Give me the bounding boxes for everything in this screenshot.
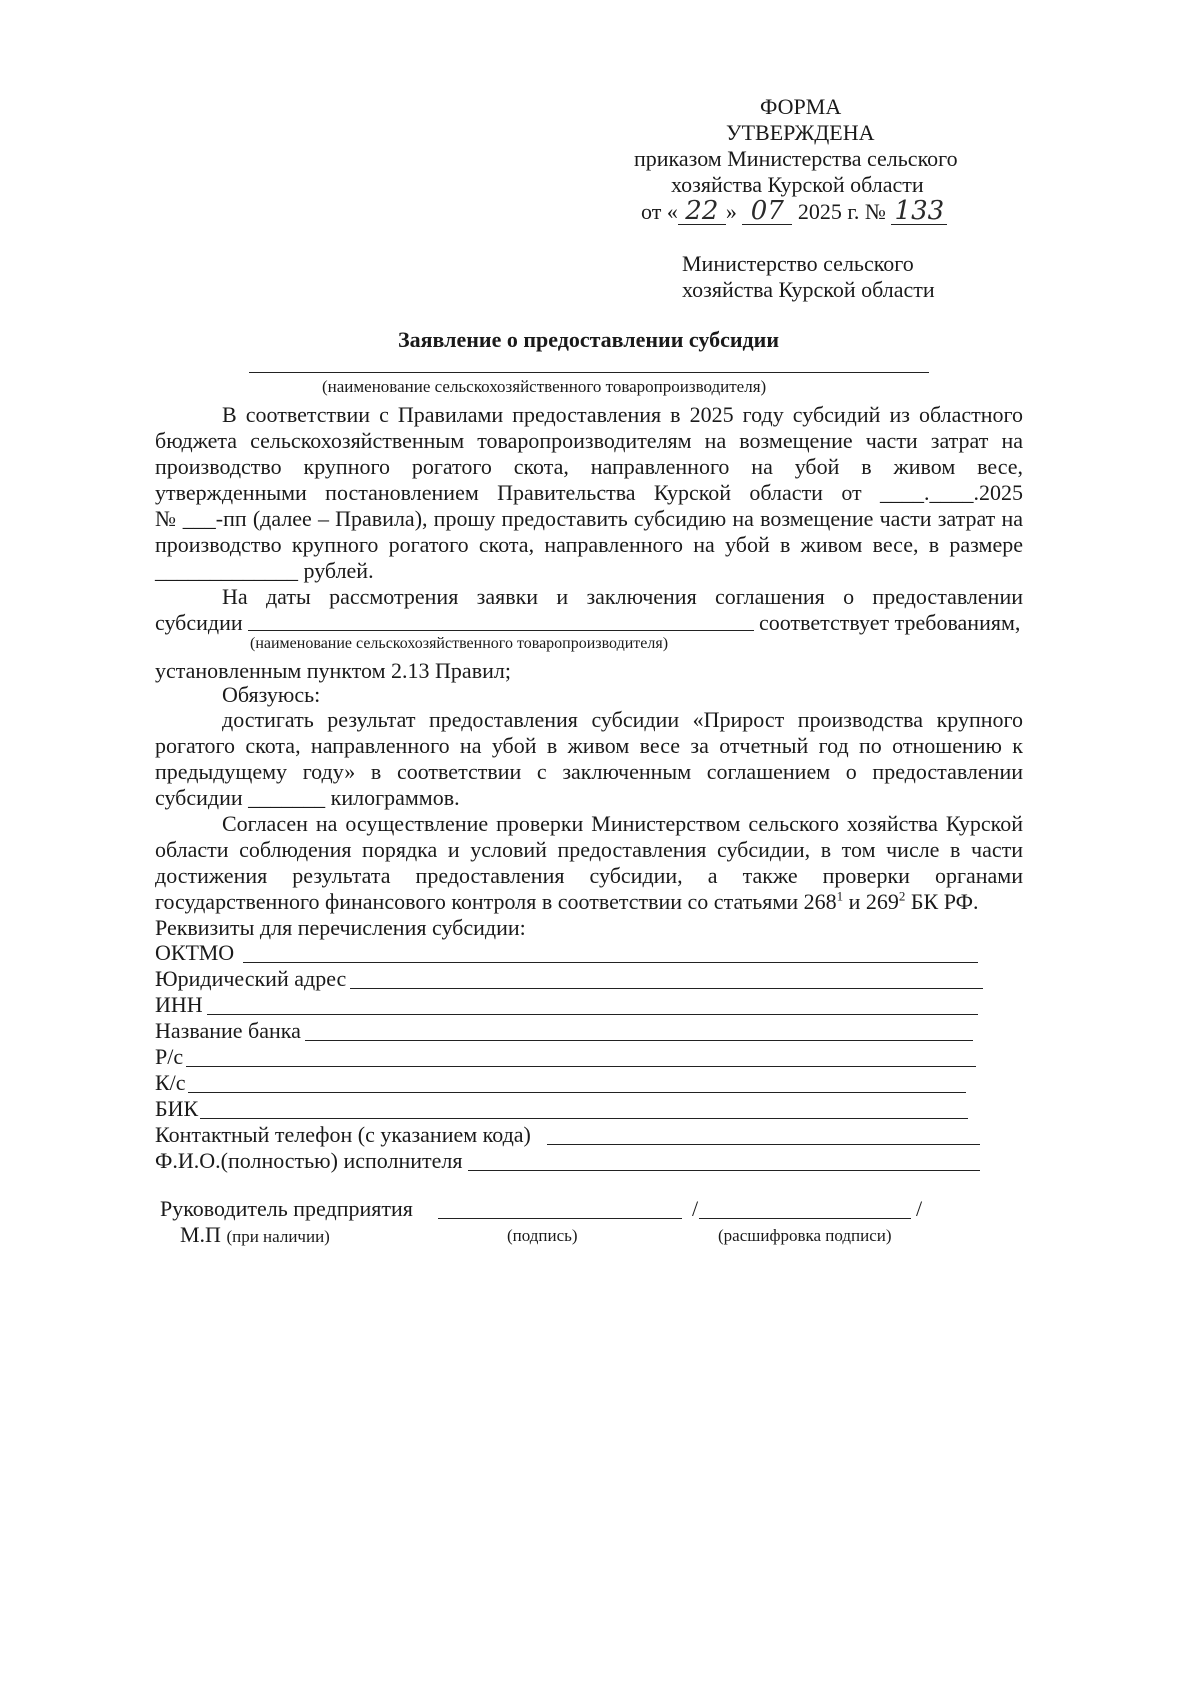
- field-bank-name-line[interactable]: [305, 1040, 973, 1041]
- para1-line-0: В соответствии с Правилами предоставления в 2025 году субсидий из областного: [222, 402, 1023, 427]
- field-legal-address-line[interactable]: [350, 988, 983, 989]
- stamp-label: [180, 1222, 330, 1248]
- field-executor-name: Ф.И.О.(полностью) исполнителя: [155, 1148, 463, 1173]
- recipient-line2: хозяйства Курской области: [682, 277, 935, 302]
- field-oktmo: ОКТМО: [155, 940, 235, 965]
- page-title: Заявление о предоставлении субсидии: [398, 327, 780, 352]
- signature-line[interactable]: [438, 1218, 682, 1219]
- consent-last-text: государственного финансового контроля в соответствии со статьями 268: [155, 889, 837, 914]
- decode-caption: (расшифровка подписи): [718, 1226, 892, 1245]
- para1-line-5: производство крупного рогатого скота, направленного на убой в живом весе, в размере: [155, 532, 1023, 557]
- para1-line-3: утвержденными постановлением Правительства Курской области от ____.____.2025: [155, 480, 1023, 505]
- date-year: 2025 г. №: [797, 199, 886, 224]
- para2-producer-line: [248, 630, 754, 631]
- field-oktmo-line[interactable]: [243, 962, 978, 963]
- consent-line-2: достижения результата предоставления субсидии, а также проверки органами: [155, 863, 1023, 888]
- obligation-line-1: рогатого скота, направленного на убой в живом весе за отчетный год по отношению к: [155, 733, 1023, 758]
- field-correspondent-account-line[interactable]: [188, 1092, 966, 1093]
- para2-caption: (наименование сельскохозяйственного товаропроизводителя): [250, 635, 669, 652]
- field-legal-address: Юридический адрес: [155, 966, 347, 991]
- para1-line-2: производство крупного рогатого скота, направленного на убой в живом весе,: [155, 454, 1023, 479]
- obligation-line-3: субсидии _______ килограммов.: [155, 785, 460, 810]
- signature-decode-line[interactable]: [699, 1218, 911, 1219]
- field-executor-name-line[interactable]: [468, 1170, 980, 1171]
- approval-line1: приказом Министерства сельского: [634, 146, 958, 171]
- sign-caption: (подпись): [507, 1226, 578, 1245]
- para2-word-end: соответствует требованиям,: [759, 610, 1021, 635]
- requisites-heading: Реквизиты для перечисления субсидии:: [155, 915, 526, 940]
- producer-name-line: [249, 372, 929, 373]
- field-bank-name: Название банка: [155, 1018, 301, 1043]
- date-prefix: от «: [641, 199, 678, 224]
- para2-word-start: субсидии: [155, 610, 243, 635]
- para1-line-6: _____________ рублей.: [155, 558, 374, 583]
- approval-form: ФОРМА: [760, 94, 842, 119]
- approval-date: [641, 198, 947, 225]
- date-month: 07: [742, 198, 792, 225]
- field-inn-line[interactable]: [207, 1014, 978, 1015]
- order-number: 133: [891, 198, 947, 225]
- obligation-line-0: достигать результат предоставления субсидии «Прирост производства крупного: [222, 707, 1023, 732]
- para1-line-4: № ___-пп (далее – Правила), прошу предоставить субсидию на возмещение части затрат на: [155, 506, 1023, 531]
- date-sep: »: [725, 199, 737, 224]
- consent-sup1: 1: [836, 888, 844, 904]
- field-bik-line[interactable]: [200, 1118, 968, 1119]
- para1-line-1: бюджета сельскохозяйственным товаропроизводителям на возмещение части затрат на: [155, 428, 1023, 453]
- field-settlement-account-line[interactable]: [186, 1066, 976, 1067]
- recipient-line1: Министерство сельского: [682, 251, 914, 276]
- approval-line2: хозяйства Курской области: [671, 172, 924, 197]
- signature-head-label: Руководитель предприятия: [160, 1196, 413, 1221]
- consent-line-0: Согласен на осуществление проверки Министерством сельского хозяйства Курской: [222, 811, 1023, 836]
- stamp-note: (при наличии): [226, 1227, 330, 1246]
- obligation-line-2: предыдущему году» в соответствии с заключенным соглашением о предоставлении: [155, 759, 1023, 784]
- date-day: 22: [678, 198, 726, 225]
- consent-end: БК РФ.: [905, 889, 979, 914]
- consent-line-1: области соблюдения порядка и условий предоставления субсидии, в том числе в части: [155, 837, 1023, 862]
- field-settlement-account: Р/с: [155, 1044, 184, 1069]
- signature-slash-2: /: [916, 1196, 923, 1221]
- para2-line-1: На даты рассмотрения заявки и заключения соглашения о предоставлении: [222, 584, 1023, 609]
- producer-caption: (наименование сельскохозяйственного товаропроизводителя): [322, 377, 767, 396]
- field-phone-line[interactable]: [547, 1144, 980, 1145]
- consent-line-3: [155, 889, 978, 915]
- stamp-mp: М.П: [180, 1222, 221, 1247]
- consent-mid: и 269: [843, 889, 899, 914]
- field-phone: Контактный телефон (с указанием кода): [155, 1122, 531, 1147]
- approval-approved: УТВЕРЖДЕНА: [726, 120, 875, 145]
- field-inn: ИНН: [155, 992, 203, 1017]
- para2-line-3: установленным пунктом 2.13 Правил;: [155, 658, 511, 683]
- field-correspondent-account: К/с: [155, 1070, 186, 1095]
- consent-sup2: 2: [898, 888, 906, 904]
- obligation-heading: Обязуюсь:: [222, 682, 321, 707]
- field-bik: БИК: [155, 1096, 199, 1121]
- signature-slash-1: /: [692, 1196, 699, 1221]
